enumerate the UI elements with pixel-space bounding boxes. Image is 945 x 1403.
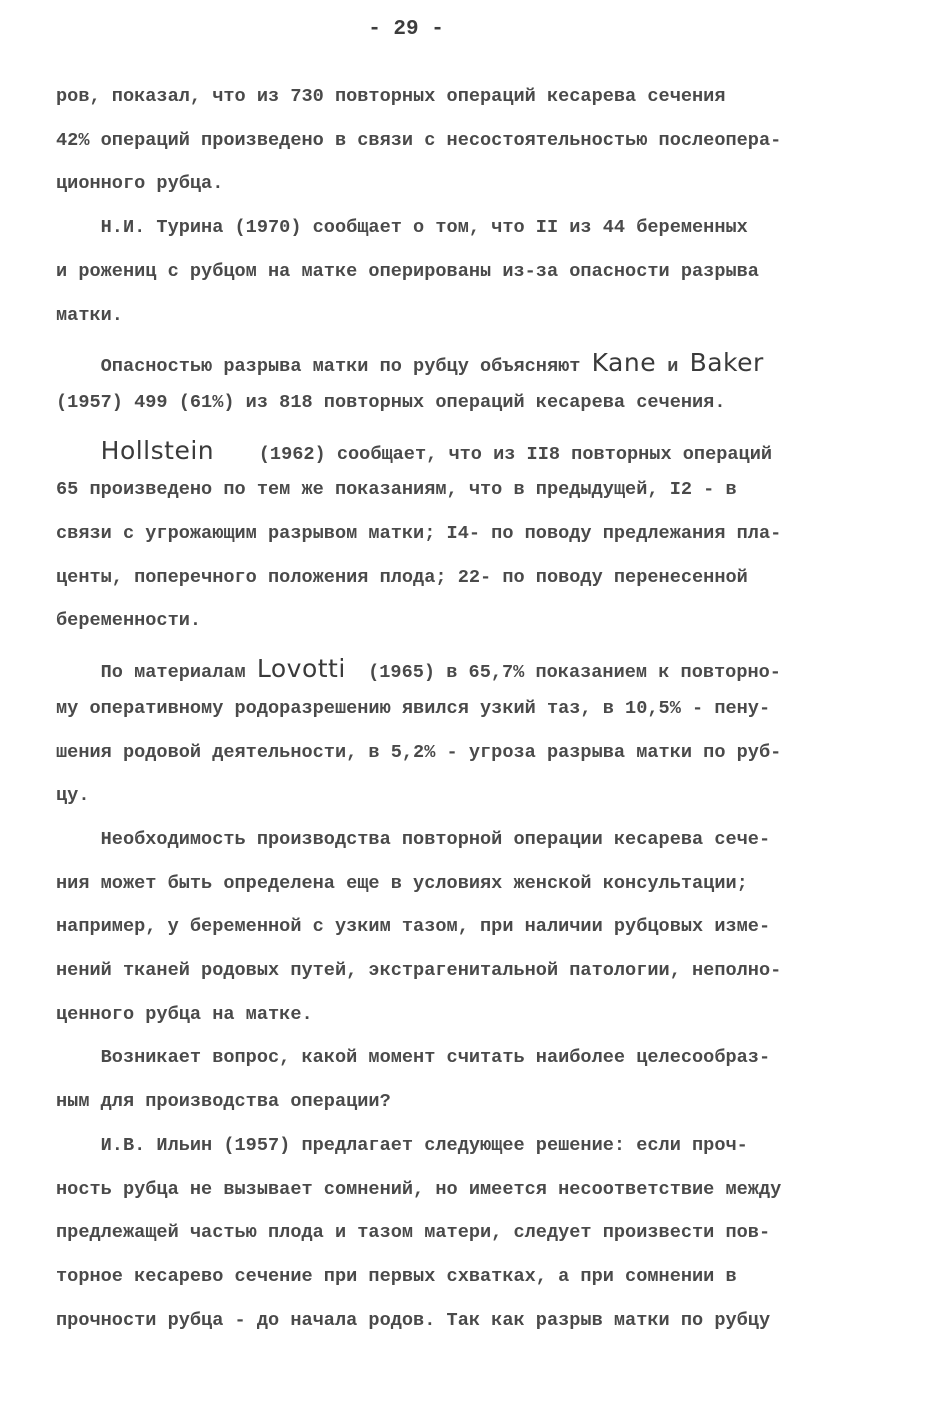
text-line: ния может быть определена еще в условиях женской консультации; (56, 872, 748, 894)
text-line: например, у беременной с узким тазом, при наличии рубцовых изме- (56, 916, 771, 938)
text-line: Необходимость производства повторной операции кесарева сече- (56, 828, 771, 850)
text-line: (1957) 499 (61%) из 818 повторных операций кесарева сечения. (56, 391, 726, 413)
text-line: нений тканей родовых путей, экстрагенитальной патологии, неполно- (56, 960, 782, 981)
text-line: ценного рубца на матке. (56, 1003, 313, 1025)
text-line: Возникает вопрос, какой момент считать наиболее целесообраз- (56, 1047, 771, 1069)
page-number: - 29 - (368, 18, 444, 41)
text-line: 65 произведено по тем же показаниям, что в предыдущей, I2 - в (56, 479, 737, 501)
handwritten-name: Baker (689, 348, 764, 378)
text-line: 42% операций произведено в связи с несостоятельностью послеопера- (56, 129, 782, 151)
text-line: Hollstein (1962) сообщает, что из II8 повторных операций (100, 435, 773, 465)
text-line: му оперативному родоразрешению явился узкий таз, в 10,5% - пену- (56, 697, 771, 719)
text-line: Опасностью разрыва матки по рубцу объясняют Kane и Baker (56, 348, 764, 378)
text-line: И.В. Ильин (1957) предлагает следующее решение: если проч- (56, 1134, 748, 1156)
text-line: предлежащей частью плода и тазом матери, следует произвести пов- (56, 1222, 771, 1244)
text-line: торное кесарево сечение при первых схватках, а при сомнении в (56, 1265, 737, 1287)
text-line: ность рубца не вызывает сомнений, но имеется несоответствие между (56, 1178, 782, 1200)
text-line: центы, поперечного положения плода; 22- по поводу перенесенной (56, 566, 748, 588)
text-line: и рожениц с рубцом на матке оперированы из-за опасности разрыва (56, 260, 759, 282)
text-line: матки. (56, 304, 123, 326)
text-line: связи с угрожающим разрывом матки; I4- по поводу предлежания пла- (56, 523, 782, 544)
text-line: ров, показал, что из 730 повторных операций кесарева сечения (56, 86, 726, 107)
text-line: шения родовой деятельности, в 5,2% - угроза разрыва матки по руб- (56, 741, 782, 763)
text-line: ционного рубца. (56, 173, 224, 195)
handwritten-name: Lovotti (256, 654, 346, 684)
text-line: беременности. (56, 610, 202, 632)
text-line: цу. (56, 785, 90, 807)
handwritten-name: Kane (591, 348, 657, 378)
text-line: прочности рубца - до начала родов. Так как разрыв матки по рубцу (56, 1309, 771, 1331)
text-line: Н.И. Турина (1970) сообщает о том, что II из 44 беременных (56, 217, 748, 239)
text-line: По материалам Lovotti (1965) в 65,7% показанием к повторно- (56, 654, 781, 684)
text-line: ным для производства операции? (56, 1091, 391, 1113)
handwritten-name: Hollstein (100, 435, 215, 465)
